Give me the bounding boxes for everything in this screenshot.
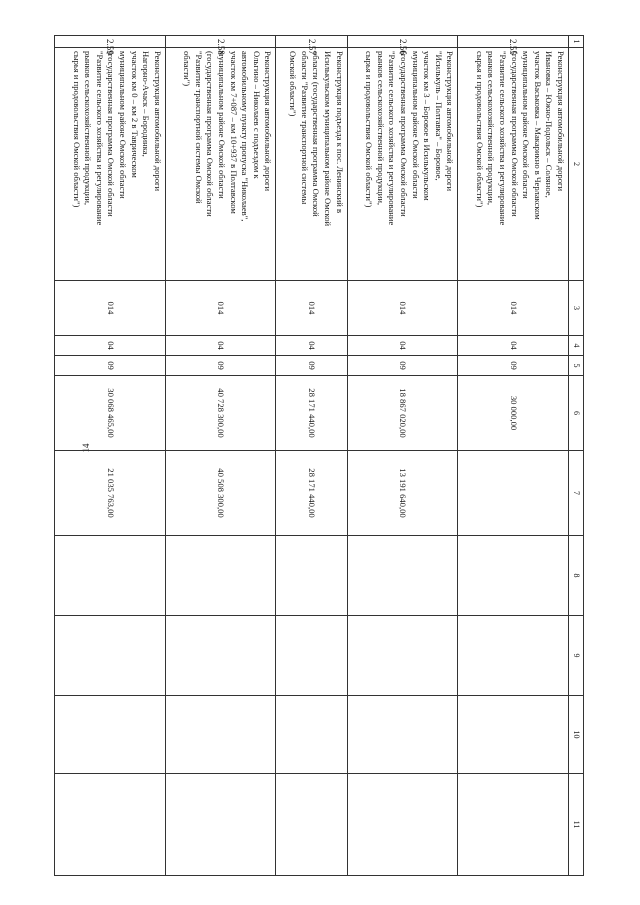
col-header-1: 1 [569,36,584,48]
amount-col9 [55,616,166,696]
amount-col6: 18 867 020,00 [347,376,458,451]
col-header-8: 8 [569,536,584,616]
header-row [569,36,584,876]
code-col5: 09 [347,356,458,376]
code-col3: 014 [276,281,347,336]
row-number: 2.55 [458,36,569,48]
code-col4: 04 [55,336,166,356]
code-col3: 014 [347,281,458,336]
code-col4: 04 [276,336,347,356]
object-name: Реконструкция автомобильной дороги Ольгино – Николаев с подъездом к автомобильному пункту пропуска "Николаев", участок км 7+087 – км 10+937 в Полтавском муниципальном районе Омской области (государственная программа Омской области "Развитие транспортной системы Омской области") [165,48,276,281]
row-number: 2.59 [55,36,166,48]
amount-col7 [458,451,569,536]
amount-col7: 13 191 640,00 [347,451,458,536]
object-name: Реконструкция автомобильной дороги "Исилькуль – Полтавка" – Боровое, участок км 3 – Боровое в Исилькульском муниципальном районе Омской области (государственная программа Омской области "Развитие сельского хозяйства и регулирование рынков сельскохозяйственной продукции, сырья и продовольствия Омской области") [347,48,458,281]
budget-table [54,35,584,876]
col-header-2: 2 [569,48,584,281]
amount-col10 [276,696,347,774]
code-col3: 014 [458,281,569,336]
col-header-3: 3 [569,281,584,336]
page-number: 14 [81,443,91,453]
amount-col11 [165,774,276,876]
amount-col6: 30 000,00 [458,376,569,451]
amount-col11 [276,774,347,876]
amount-col9 [165,616,276,696]
amount-col11 [55,774,166,876]
table-row [55,36,166,876]
amount-col7: 28 171 440,00 [276,451,347,536]
amount-col8 [458,536,569,616]
table-row [458,36,569,876]
object-name: Реконструкция подъезда к пос. Ленинский в Исилькульском муниципальном районе Омской области (государственная программа Омской области "Развитие транспортной системы Омской области") [276,48,347,281]
amount-col10 [458,696,569,774]
amount-col10 [347,696,458,774]
amount-col9 [347,616,458,696]
amount-col8 [165,536,276,616]
amount-col9 [276,616,347,696]
table-row [347,36,458,876]
col-header-10: 10 [569,696,584,774]
amount-col6: 28 171 440,00 [276,376,347,451]
amount-col8 [55,536,166,616]
col-header-11: 11 [569,774,584,876]
amount-col6: 40 728 300,00 [165,376,276,451]
amount-col6: 30 068 465,00 [55,376,166,451]
table-row [165,36,276,876]
amount-col7: 21 035 763,00 [55,451,166,536]
code-col5: 09 [55,356,166,376]
amount-col8 [347,536,458,616]
code-col5: 09 [165,356,276,376]
amount-col7: 40 508 300,00 [165,451,276,536]
amount-col11 [458,774,569,876]
col-header-4: 4 [569,336,584,356]
code-col3: 014 [165,281,276,336]
amount-col9 [458,616,569,696]
row-number: 2.58 [165,36,276,48]
row-number: 2.56 [347,36,458,48]
amount-col10 [55,696,166,774]
table-row [276,36,347,876]
col-header-7: 7 [569,451,584,536]
col-header-5: 5 [569,356,584,376]
amount-col11 [347,774,458,876]
object-name: Реконструкция автомобильной дороги Ивановка – Южно-Подольск – Соляное, участок Васьковка – Макарикно в Черлакском муниципальном районе Омской области (государственная программа Омской области "Развитие сельского хозяйства и регулирование рынков сельскохозяйственной продукции, сырья и продовольствия Омской области") [458,48,569,281]
amount-col8 [276,536,347,616]
code-col3: 014 [55,281,166,336]
code-col4: 04 [458,336,569,356]
col-header-6: 6 [569,376,584,451]
rotated-table-container [54,35,584,875]
col-header-9: 9 [569,616,584,696]
object-name: Реконструкция автомобильной дороги Нагорно-Ачаск – Бородинка, участок км 0 – км 2 в Таврическом муниципальном районе Омской области (государственная программа Омской области "Развитие сельского хозяйства и регулирование рынков сельскохозяйственной продукции, сырья и продовольствия Омской области") [55,48,166,281]
code-col5: 09 [276,356,347,376]
code-col4: 04 [165,336,276,356]
amount-col10 [165,696,276,774]
code-col5: 09 [458,356,569,376]
row-number: 2.57 [276,36,347,48]
code-col4: 04 [347,336,458,356]
